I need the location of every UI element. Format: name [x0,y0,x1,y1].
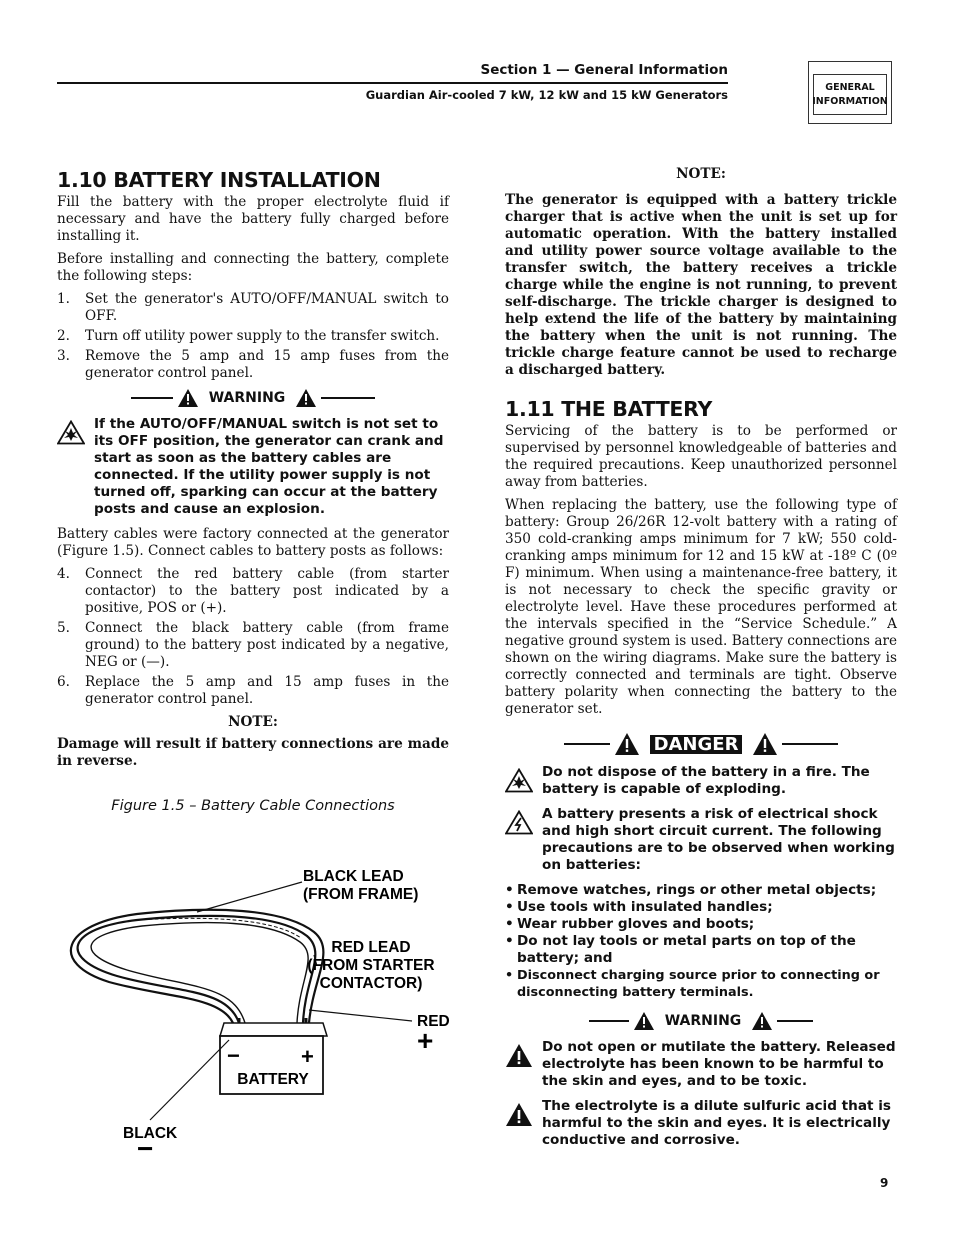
warning-label: WARNING [208,389,286,406]
list-item [57,674,449,708]
list-item: • Use tools with insulated handles; [505,899,773,915]
bullet-text: Do not lay tools or metal parts on top of the battery; and [517,933,856,966]
step-text: Set the generator's AUTO/OFF/MANUAL switch to OFF. [85,291,449,324]
electrical-shock-icon [505,810,533,835]
warning-triangle-icon [177,388,199,408]
list-item [57,291,449,325]
danger-shock [505,806,897,874]
banner-rule [321,397,375,399]
label-black-lead: BLACK LEAD [303,868,404,885]
leader-line [197,882,302,912]
note-trickle-charger: The generator is equipped with a battery trickle charger that is active when the unit is set up for automatic operation. With the battery installed and utility power source voltage available to the transfer switch, the battery receives a trickle charge while the engine is not running, to prevent self-discharge. The trickle charger is designed to help extend the life of the battery by maintaining the battery when the unit is not running. The trickle charge feature cannot be used to recharge a discharged battery. [505,192,897,378]
bullet-text: Remove watches, rings or other metal objects; [517,882,877,898]
banner-rule [564,743,610,745]
label-contactor: CONTACTOR) [319,975,423,992]
warning-banner [57,388,449,408]
heading-the-battery: 1.11 THE BATTERY [505,397,713,421]
label-red-lead: RED LEAD [331,939,411,956]
note-text: Damage will result if battery connections are made in reverse. [57,736,449,769]
warning-explosion [57,416,449,518]
step-number: 3. [57,348,70,364]
note-label: NOTE: [228,714,278,730]
danger-banner [505,732,897,756]
banner-rule [782,743,838,745]
left-column [57,166,449,815]
paragraph-replacing: When replacing the battery, use the following type of battery: Group 26/26R 12-volt battery with a rating of 350 cold-cranking amps minimum for 7 kW; 550 cold-cranking amps minimum for 12 and 15 kW at -18º C (0º F) minimum. When using a maintenance-free battery, it is not necessary to check the specific gravity or electrolyte level. Have these procedures performed at the intervals specified in the “Service Schedule.” A negative ground system is used. Battery connections are shown on the wiring diagrams. Make sure the battery is correctly connected and terminals are tight. Observe battery polarity when connecting the battery to the generator set. [505,497,897,717]
precautions-list [505,882,897,1001]
warning-label: WARNING [664,1012,742,1029]
explosion-hazard-icon [505,768,533,793]
step-number: 2. [57,328,70,344]
battery-label: BATTERY [237,1071,309,1088]
step-number: 4. [57,566,70,582]
bullet-text: Disconnect charging source prior to connecting or disconnecting battery terminals. [517,968,880,1000]
bullet-text: Wear rubber gloves and boots; [517,916,755,932]
note-label: NOTE: [676,166,726,182]
document-subtitle: Guardian Air-cooled 7 kW, 12 kW and 15 kW Generators [365,88,728,102]
section-title: Section 1 — General Information [480,62,728,78]
label-from-frame: (FROM FRAME) [303,886,419,903]
list-item [57,566,449,617]
warning-text: If the AUTO/OFF/MANUAL switch is not set to its OFF position, the generator can crank and start as soon as the battery cables are connected. If the utility power supply is not turned off, sparking can occur at the battery posts and cause an explosion. [94,416,444,517]
step-number: 5. [57,620,70,636]
section-tab [808,61,892,124]
step-number: 6. [57,674,70,690]
list-item [57,348,449,382]
warning-banner [505,1011,897,1031]
tab-line-1: GENERAL [825,81,875,93]
step-text: Replace the 5 amp and 15 amp fuses in the generator control panel. [85,674,449,707]
battery-cable-figure [57,858,457,1163]
step-text: Remove the 5 amp and 15 amp fuses from the generator control panel. [85,348,449,381]
step-number: 1. [57,291,70,307]
section-tab-label [813,74,887,115]
steps-list-2 [57,566,449,708]
step-text: Turn off utility power supply to the transfer switch. [85,328,440,344]
explosion-hazard-icon [57,420,85,445]
leader-line [150,1040,229,1120]
list-item: • Remove watches, rings or other metal objects; [505,882,877,898]
warning-mutilate [505,1039,897,1090]
label-from-starter: (FROM STARTER [307,957,435,974]
figure-caption: Figure 1.5 – Battery Cable Connections [111,798,395,814]
label-black: BLACK [123,1125,178,1142]
banner-rule [131,397,173,399]
warning-mutilate-text: Do not open or mutilate the battery. Released electrolyte has been known to be harmful to the skin and eyes, and to be toxic. [542,1039,896,1089]
paragraph-battery-cables: Battery cables were factory connected at the generator (Figure 1.5). Connect cables to battery posts as follows: [57,526,449,559]
list-item: • Do not lay tools or metal parts on top of the battery; and [505,933,856,966]
right-column [505,166,897,1157]
tab-line-2: INFORMATION [812,95,888,107]
bullet-text: Use tools with insulated handles; [517,899,773,915]
label-red: RED [417,1013,450,1030]
danger-fire-text: Do not dispose of the battery in a fire. The battery is capable of exploding. [542,764,870,797]
label-minus-symbol: − [137,1133,154,1163]
steps-list-1 [57,291,449,382]
warning-triangle-icon [295,388,317,408]
battery-minus-symbol: − [227,1043,240,1068]
list-item [57,620,449,671]
label-plus-symbol: + [417,1025,434,1056]
paragraph-servicing: Servicing of the battery is to be performed or supervised by personnel knowledgeable of batteries and the required precautions. Keep unauthorized personnel away from batteries. [505,423,897,490]
heading-battery-installation: 1.10 BATTERY INSTALLATION [57,168,381,192]
warning-electrolyte-text: The electrolyte is a dilute sulfuric acid that is harmful to the skin and eyes. It is electrically conductive and corrosive. [542,1098,891,1148]
step-text: Connect the red battery cable (from starter contactor) to the battery post indicated by a positive, POS or (+). [85,566,449,616]
warning-electrolyte [505,1098,897,1149]
warning-triangle-icon [633,1011,655,1031]
danger-triangle-icon [752,732,778,756]
danger-triangle-icon [614,732,640,756]
battery-plus-symbol: + [301,1044,314,1069]
danger-fire [505,764,897,798]
banner-rule [589,1020,629,1022]
paragraph-fill: Fill the battery with the proper electrolyte fluid if necessary and have the battery fully charged before installing it. [57,194,449,244]
warning-triangle-icon [505,1043,533,1068]
step-text: Connect the black battery cable (from frame ground) to the battery post indicated by a negative, NEG or (—). [85,620,449,670]
leader-line [309,1010,412,1021]
header-rule [57,82,728,84]
banner-rule [777,1020,813,1022]
list-item: • Wear rubber gloves and boots; [505,916,755,932]
list-item: • Disconnect charging source prior to connecting or disconnecting battery terminals. [505,968,880,1000]
warning-triangle-icon [751,1011,773,1031]
paragraph-before-installing: Before installing and connecting the battery, complete the following steps: [57,251,449,284]
warning-triangle-icon [505,1102,533,1127]
danger-label: DANGER [650,735,743,754]
page-number: 9 [880,1176,889,1190]
danger-shock-text: A battery presents a risk of electrical shock and high short circuit current. The following precautions are to be observed when working on batteries: [542,806,895,873]
list-item [57,328,449,345]
